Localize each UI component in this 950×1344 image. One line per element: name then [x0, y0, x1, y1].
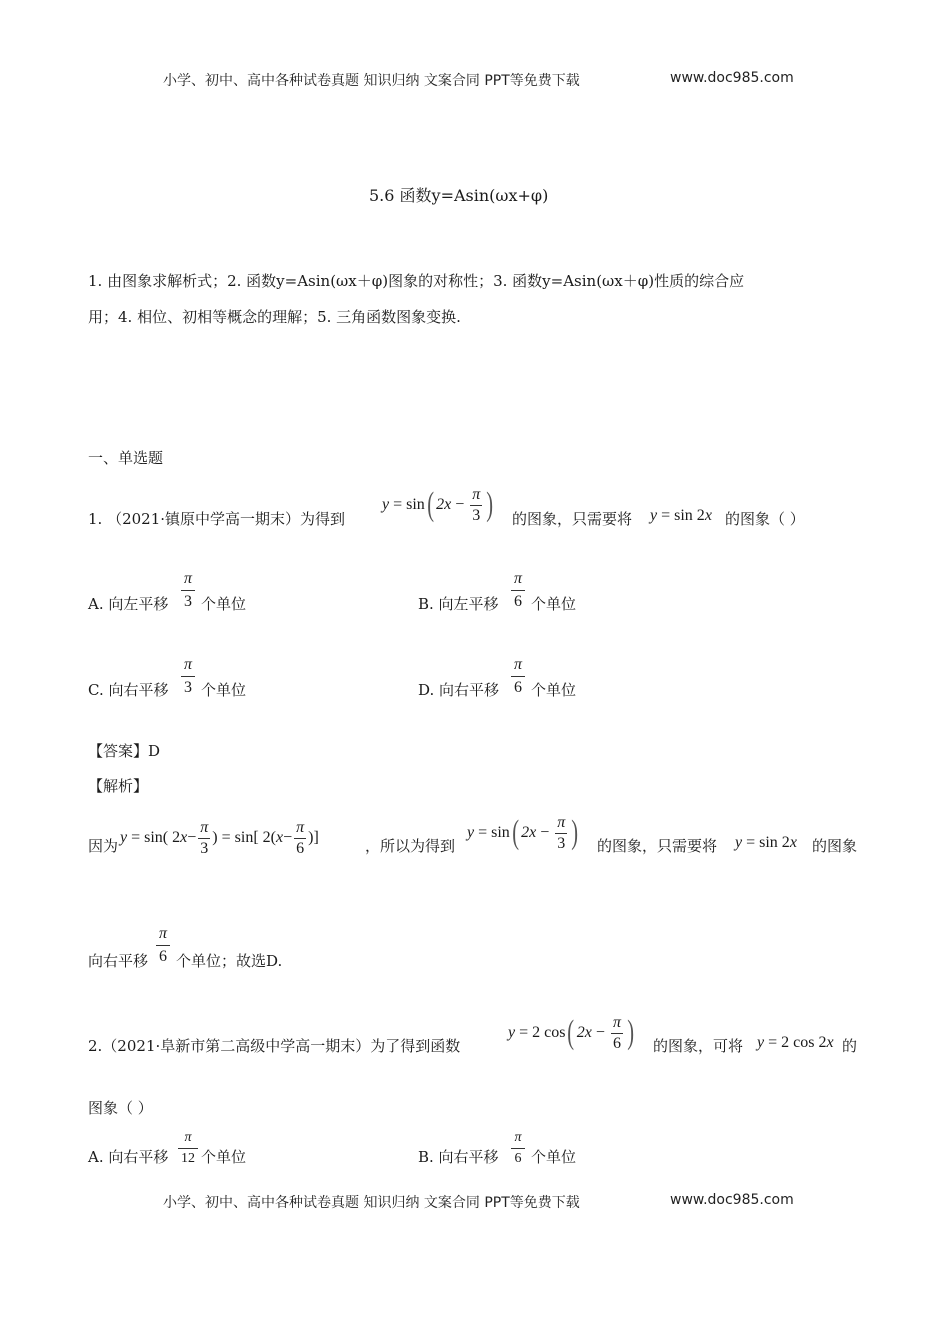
- q1-option-c-fraction: $\frac{\pi}{3}$: [181, 657, 195, 696]
- q1-analysis-c: 的图象，只需要将: [597, 837, 718, 855]
- q1-analysis-fraction: $\frac{\pi}{6}$: [156, 926, 170, 965]
- section-heading: 一、单选题: [88, 449, 164, 467]
- header-site[interactable]: www.doc985.com: [670, 70, 794, 86]
- q2-stem-b: 的图象，可将: [653, 1037, 744, 1055]
- q1-stem-b: 的图象，只需要将: [512, 510, 633, 528]
- q1-option-d-suffix: 个单位: [531, 681, 577, 699]
- q2-option-b[interactable]: B. 向右平移: [418, 1148, 499, 1166]
- page-title: 5.6 函数y=Asin(ωx+φ): [369, 186, 549, 205]
- q2-option-a-fraction: $\frac{\pi}{12}$: [178, 1131, 198, 1166]
- q1-option-a[interactable]: A. 向左平移: [88, 595, 169, 613]
- q1-analysis-a: 因为: [88, 837, 119, 855]
- q1-analysis-label: 【解析】: [88, 777, 149, 795]
- q1-option-b-fraction: $\frac{\pi}{6}$: [511, 571, 525, 610]
- footer-site[interactable]: www.doc985.com: [670, 1192, 794, 1208]
- q1-stem-a: 1. （2021·镇原中学高一期末）为得到: [88, 510, 346, 528]
- q1-option-c-suffix: 个单位: [201, 681, 247, 699]
- q1-option-d[interactable]: D. 向右平移: [418, 681, 500, 699]
- q1-option-a-fraction: $\frac{\pi}{3}$: [181, 571, 195, 610]
- q1-analysis-line2-a: 向右平移: [88, 952, 149, 970]
- q2-stem-a: 2.（2021·阜新市第二高级中学高一期末）为了得到函数: [88, 1037, 461, 1055]
- q2-option-b-fraction: $\frac{\pi}{6}$: [511, 1131, 525, 1166]
- objectives-line-1: 1. 由图象求解析式；2. 函数y=Asin(ωx＋φ)图象的对称性；3. 函数y=Asin(ωx＋φ)性质的综合应: [88, 272, 745, 290]
- q1-formula-source: y = sin 2 x: [650, 507, 712, 524]
- footer-banner: 小学、初中、高中各种试卷真题 知识归纳 文案合同 PPT等免费下载: [163, 1195, 580, 1211]
- q1-option-a-suffix: 个单位: [201, 595, 247, 613]
- q1-answer: 【答案】D: [88, 742, 161, 760]
- q2-option-b-suffix: 个单位: [531, 1148, 577, 1166]
- header-banner: 小学、初中、高中各种试卷真题 知识归纳 文案合同 PPT等免费下载: [163, 73, 580, 89]
- q1-option-d-fraction: $\frac{\pi}{6}$: [511, 657, 525, 696]
- objectives-line-2: 用；4. 相位、初相等概念的理解；5. 三角函数图象变换.: [88, 308, 461, 326]
- q1-stem-c: 的图象（ ）: [725, 510, 805, 528]
- q2-formula-source: y = 2 cos 2 x: [757, 1034, 834, 1051]
- q2-option-a[interactable]: A. 向右平移: [88, 1148, 169, 1166]
- q1-analysis-d: 的图象: [812, 837, 858, 855]
- q1-analysis-b: ，所以为得到: [365, 837, 456, 855]
- q2-formula-target: y = 2 cos ( 2x − $\frac{\pi}{6}$ ): [508, 1013, 635, 1052]
- q1-analysis-line2-b: 个单位；故选D.: [176, 952, 283, 970]
- q2-stem-c: 的: [842, 1037, 858, 1055]
- q2-option-a-suffix: 个单位: [201, 1148, 247, 1166]
- q1-analysis-source: y = sin 2 x: [735, 834, 797, 851]
- q2-stem-line2: 图象（ ）: [88, 1099, 153, 1117]
- q1-option-c[interactable]: C. 向右平移: [88, 681, 169, 699]
- q1-option-b-suffix: 个单位: [531, 595, 577, 613]
- q1-option-b[interactable]: B. 向左平移: [418, 595, 499, 613]
- q1-analysis-identity: y = sin( 2 x − $\frac{\pi}{3}$ ) = sin[ 2( x − $\frac{\pi}{6}$ )]: [120, 818, 319, 857]
- q1-formula-target: y = sin ( 2x − $\frac{\pi}{3}$ ): [382, 485, 494, 524]
- q1-analysis-target: y = sin ( 2x − $\frac{\pi}{3}$ ): [467, 813, 579, 852]
